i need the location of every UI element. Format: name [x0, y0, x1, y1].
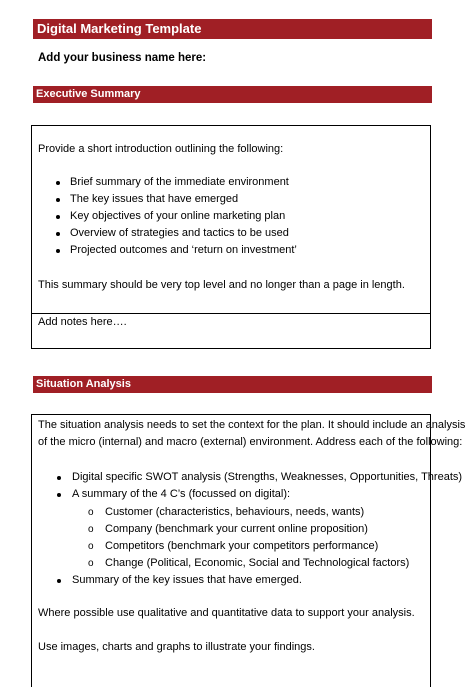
- sub-bullet-customer: Customer (characteristics, behaviours, needs, wants): [105, 506, 365, 518]
- situation-analysis-box: [31, 414, 466, 687]
- sub-bullet-company: Company (benchmark your current online proposition): [105, 523, 368, 535]
- notes-field[interactable]: Add notes here….: [38, 316, 127, 328]
- situation-bullet-4cs: A summary of the 4 C’s (focussed on digital):: [72, 488, 291, 500]
- exec-bullet-2: The key issues that have emerged: [70, 193, 239, 205]
- situation-paragraph-data: Where possible use qualitative and quantitative data to support your analysis.: [38, 607, 415, 619]
- bullet-icon: [57, 476, 61, 480]
- executive-summary-heading: Executive Summary: [33, 86, 432, 103]
- situation-analysis-heading: Situation Analysis: [33, 376, 432, 393]
- circle-bullet-icon: o: [88, 524, 94, 535]
- situation-intro-line-1: The situation analysis needs to set the context for the plan. It should include an analysis: [38, 419, 466, 431]
- situation-intro-line-2: of the micro (internal) and macro (external) environment. Address each of the following:: [38, 436, 463, 448]
- exec-bullet-5: Projected outcomes and ‘return on investment’: [70, 244, 297, 256]
- sub-bullet-change: Change (Political, Economic, Social and Technological factors): [105, 557, 410, 569]
- bullet-icon: [56, 198, 60, 202]
- business-name-prompt[interactable]: Add your business name here:: [38, 52, 207, 64]
- exec-bullet-1: Brief summary of the immediate environment: [70, 176, 289, 188]
- document-title: Digital Marketing Template: [33, 19, 432, 39]
- bullet-icon: [56, 249, 60, 253]
- bullet-icon: [56, 181, 60, 185]
- executive-summary-intro: Provide a short introduction outlining the following:: [38, 143, 284, 155]
- executive-summary-box: [31, 125, 431, 349]
- bullet-icon: [57, 493, 61, 497]
- sub-bullet-competitors: Competitors (benchmark your competitors performance): [105, 540, 379, 552]
- bullet-icon: [56, 232, 60, 236]
- circle-bullet-icon: o: [88, 507, 94, 518]
- situation-paragraph-images: Use images, charts and graphs to illustrate your findings.: [38, 641, 315, 653]
- exec-bullet-3: Key objectives of your online marketing plan: [70, 210, 286, 222]
- executive-summary-closing: This summary should be very top level and no longer than a page in length.: [38, 279, 405, 291]
- exec-bullet-4: Overview of strategies and tactics to be used: [70, 227, 289, 239]
- bullet-icon: [57, 579, 61, 583]
- bullet-icon: [56, 215, 60, 219]
- situation-bullet-swot: Digital specific SWOT analysis (Strengths, Weaknesses, Opportunities, Threats): [72, 471, 463, 483]
- circle-bullet-icon: o: [88, 558, 94, 569]
- circle-bullet-icon: o: [88, 541, 94, 552]
- situation-bullet-summary: Summary of the key issues that have emerged.: [72, 574, 302, 586]
